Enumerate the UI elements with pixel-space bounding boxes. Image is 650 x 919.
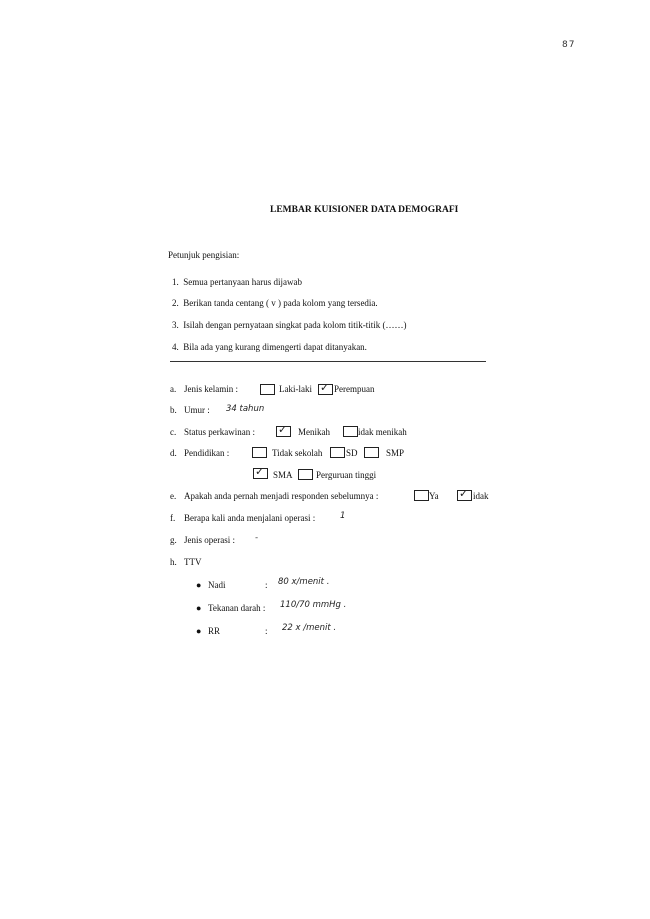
- not-married-checkbox[interactable]: [343, 426, 358, 437]
- instruction-item: [172, 320, 406, 330]
- ttv-item-separator: :: [265, 626, 268, 636]
- instruction-text: Isilah dengan pernyataan singkat pada kolom titik-titik (……): [183, 320, 407, 330]
- education-sd-checkbox[interactable]: [330, 447, 345, 458]
- education-university-label: Perguruan tinggi: [316, 470, 377, 480]
- previous-no-label: idak: [473, 491, 489, 501]
- question-letter: h.: [170, 557, 177, 567]
- bullet-icon: ●: [196, 603, 202, 613]
- operations-count-label: Berapa kali anda menjalani operasi :: [184, 513, 316, 523]
- gender-female-label: Perempuan: [334, 384, 375, 394]
- instruction-item: [172, 277, 302, 287]
- gender-label: Jenis kelamin :: [184, 384, 238, 394]
- question-letter: d.: [170, 448, 177, 458]
- instruction-number: 4.: [172, 342, 179, 352]
- education-none-label: Tidak sekolah: [272, 448, 323, 458]
- check-mark-icon: ✓: [278, 423, 288, 436]
- instructions-heading: Petunjuk pengisian:: [168, 250, 240, 260]
- ttv-label: TTV: [184, 557, 202, 567]
- question-letter: b.: [170, 405, 177, 415]
- bullet-icon: ●: [196, 626, 202, 636]
- married-label: Menikah: [298, 427, 330, 437]
- question-letter: c.: [170, 427, 177, 437]
- education-smp-label: SMP: [386, 448, 405, 458]
- instruction-item: [172, 298, 378, 308]
- operation-type-label: Jenis operasi :: [184, 535, 235, 545]
- page-title: LEMBAR KUISIONER DATA DEMOGRAFI: [270, 205, 459, 215]
- instruction-number: 2.: [172, 298, 179, 308]
- ttv-item-label: Nadi: [208, 580, 226, 590]
- divider-line: [170, 361, 486, 362]
- marital-label: Status perkawinan :: [184, 427, 255, 437]
- question-letter: f.: [170, 513, 176, 523]
- age-answer[interactable]: 34 tahun: [226, 404, 265, 414]
- previous-yes-label: Ya: [429, 491, 439, 501]
- education-smp-checkbox[interactable]: [364, 447, 379, 458]
- instruction-text: Berikan tanda centang ( v ) pada kolom yang tersedia.: [183, 298, 378, 308]
- operation-type-answer[interactable]: -: [255, 533, 259, 543]
- previous-respondent-label: Apakah anda pernah menjadi responden sebelumnya :: [184, 491, 379, 501]
- previous-yes-checkbox[interactable]: [414, 490, 429, 501]
- married-checkbox[interactable]: [276, 423, 291, 437]
- education-university-checkbox[interactable]: [298, 469, 313, 480]
- bullet-icon: ●: [196, 580, 202, 590]
- ttv-blood-pressure-answer[interactable]: 110/70 mmHg .: [280, 600, 347, 610]
- ttv-item-label: Tekanan darah :: [208, 603, 266, 613]
- instruction-item: [172, 342, 367, 352]
- instruction-text: Bila ada yang kurang dimengerti dapat ditanyakan.: [183, 342, 367, 352]
- question-letter: g.: [170, 535, 177, 545]
- page-number: 87: [562, 40, 576, 50]
- previous-no-checkbox[interactable]: [457, 487, 472, 501]
- ttv-item-label: RR: [208, 626, 221, 636]
- not-married-label: idak menikah: [358, 427, 407, 437]
- instruction-number: 3.: [172, 320, 179, 330]
- education-sd-label: SD: [346, 448, 358, 458]
- instruction-number: 1.: [172, 277, 179, 287]
- ttv-item-separator: :: [265, 580, 268, 590]
- check-mark-icon: ✓: [320, 381, 330, 394]
- gender-male-checkbox[interactable]: [260, 384, 275, 395]
- check-mark-icon: ✓: [459, 487, 469, 500]
- ttv-rr-answer[interactable]: 22 x /menit .: [282, 623, 337, 633]
- education-label: Pendidikan :: [184, 448, 230, 458]
- check-mark-icon: ✓: [255, 465, 265, 478]
- gender-male-label: Laki-laki: [279, 384, 312, 394]
- instruction-text: Semua pertanyaan harus dijawab: [183, 277, 302, 287]
- operations-count-answer[interactable]: 1: [340, 511, 346, 521]
- education-sma-checkbox[interactable]: [253, 465, 268, 479]
- age-label: Umur :: [184, 405, 210, 415]
- gender-female-checkbox[interactable]: [318, 381, 333, 395]
- question-letter: e.: [170, 491, 177, 501]
- question-letter: a.: [170, 384, 177, 394]
- ttv-pulse-answer[interactable]: 80 x/menit .: [278, 577, 330, 587]
- education-sma-label: SMA: [273, 470, 293, 480]
- education-none-checkbox[interactable]: [252, 447, 267, 458]
